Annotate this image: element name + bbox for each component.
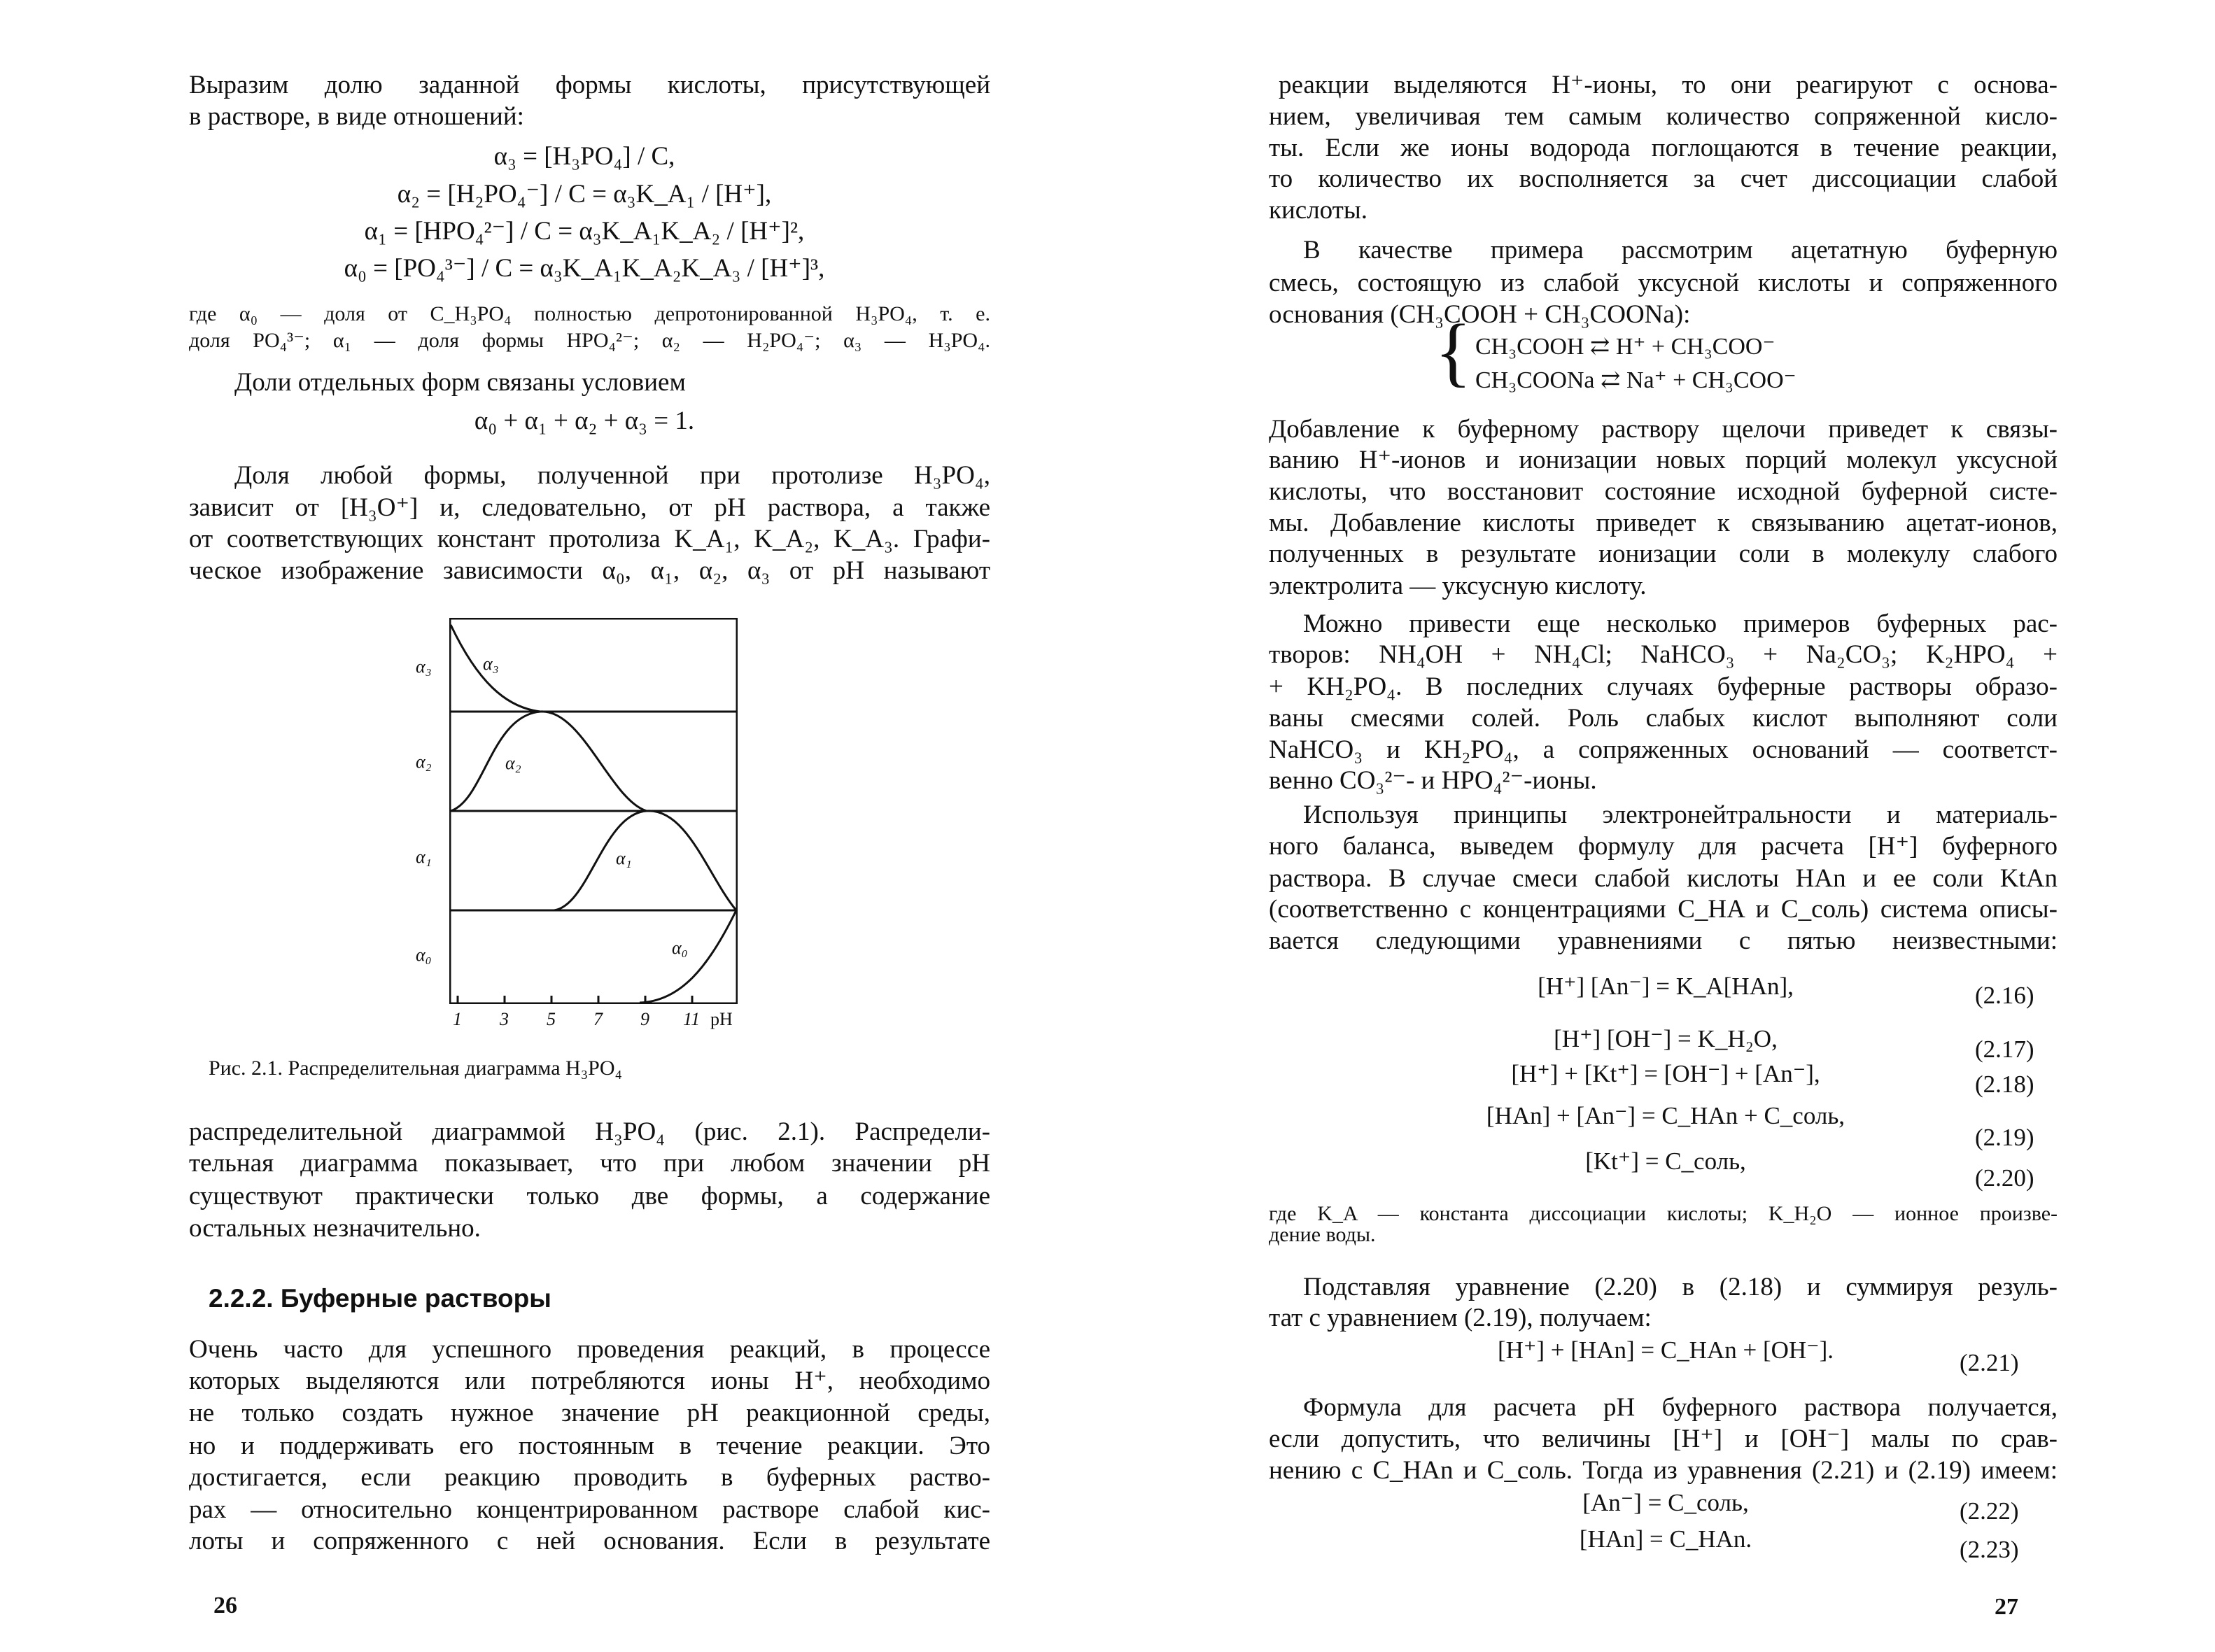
text-line: нению с C_HAn и C_соль. Тогда из уравнения (2.21) и (2.19) имеем: [1269, 1456, 2058, 1485]
row-label: α₂ [416, 751, 432, 772]
text-line: кислоты. [1269, 196, 1367, 225]
text-line: но и поддерживать его постоянным в течение реакции. Это [189, 1432, 990, 1460]
equation-number: (2.16) [1975, 982, 2034, 1009]
text-line: ваны смесями солей. Роль слабых кислот выполняют соли [1269, 704, 2058, 733]
text-line: Используя принципы электронейтральности и материаль- [1303, 800, 2058, 829]
text-line: Доли отдельных форм связаны условием [234, 368, 686, 397]
reaction-equation: CH₃COOH ⇄ H⁺ + CH₃COO⁻ [1475, 334, 1775, 360]
text-line: лоты и сопряженного с ней основания. Если в результате [189, 1527, 990, 1555]
text-line: существуют практически только две формы, а содержание [189, 1182, 990, 1210]
equation-2-20: [Kt⁺] = C_соль, [1585, 1148, 1746, 1175]
equation-2-16: [H⁺] [An⁻] = K_A[HAn], [1538, 973, 1794, 1000]
diagram-plot [449, 618, 738, 1004]
equation-number: (2.17) [1975, 1036, 2034, 1063]
text-line: реакции выделяются H⁺-ионы, то они реагируют с основа- [1279, 71, 2058, 99]
row-label: α₁ [416, 847, 432, 867]
equation-2-23: [HAn] = C_HAn. [1579, 1525, 1752, 1553]
x-axis-unit: pH [710, 1009, 733, 1029]
text-line: рах — относительно концентрированном растворе слабой кис- [189, 1495, 990, 1524]
formula-alpha3: α₃ = [H₃PO₄] / C, [493, 142, 675, 171]
text-line: достигается, если реакцию проводить в буферных раство- [189, 1463, 990, 1492]
text-line: Выразим долю заданной формы кислоты, присутствующей [189, 71, 990, 99]
text-line: раствора. В случае смеси слабой кислоты HAn и ее соли KtAn [1269, 864, 2058, 893]
formula-alpha0: α₀ = [PO₄³⁻] / C = α₃K_A₁K_A₂K_A₃ / [H⁺]³, [344, 254, 825, 283]
text-line: смесь, состоящую из слабой уксусной кислоты и сопряженного [1269, 269, 2058, 297]
equation-2-22: [An⁻] = C_соль, [1582, 1489, 1749, 1516]
text-line: творов: NH₄OH + NH₄Cl; NaHCO₃ + Na₂CO₃; K₂HPO₄ + [1269, 640, 2058, 669]
text-line: + KH₂PO₄. В последних случаях буферные растворы образо- [1269, 672, 2058, 701]
text-line: кислоты, что восстановит состояние исходной буферной систе- [1269, 477, 2058, 506]
curve-label: α₁ [616, 848, 632, 868]
brace: { [1435, 309, 1472, 394]
text-line: Очень часто для успешного проведения реакций, в процессе [189, 1335, 990, 1364]
x-tick-label: 5 [547, 1009, 556, 1029]
x-tick-label: 7 [593, 1009, 603, 1029]
equation-number: (2.22) [1960, 1497, 2019, 1525]
equation-number: (2.23) [1960, 1536, 2019, 1563]
note-line: доля PO₄³⁻; α₁ — доля формы HPO₄²⁻; α₂ — H₂PO₄⁻; α₃ — H₃PO₄. [189, 329, 990, 352]
text-line: Доля любой формы, полученной при протолизе H₃PO₄, [234, 461, 990, 490]
text-line: от соответствующих констант протолиза K_A₁, K_A₂, K_A₃. Графи- [189, 525, 990, 553]
curve-alpha1 [554, 811, 736, 910]
note-line: дение воды. [1269, 1223, 1376, 1246]
equation-number: (2.19) [1975, 1124, 2034, 1151]
curve-alpha2 [451, 712, 647, 811]
text-line: ного баланса, выведем формулу для расчета [H⁺] буферного [1269, 832, 2058, 861]
equation-2-19: [HAn] + [An⁻] = C_HAn + C_соль, [1486, 1102, 1845, 1129]
text-line: NaHCO₃ и KH₂PO₄, а сопряженных оснований — соответст- [1269, 735, 2058, 764]
row-label: α₀ [416, 945, 432, 965]
text-line: электролита — уксусную кислоту. [1269, 572, 1647, 600]
x-tick-label: 3 [500, 1009, 509, 1029]
curve-label: α₂ [505, 753, 521, 773]
text-line: Добавление к буферному раствору щелочи приведет к связы- [1269, 415, 2058, 444]
note-line: где K_A — константа диссоциации кислоты; K_H₂O — ионное произве- [1269, 1202, 2058, 1225]
text-line: Подставляя уравнение (2.20) в (2.18) и суммируя резуль- [1303, 1273, 2058, 1301]
note-line: где α₀ — доля от C_H₃PO₄ полностью депротонированной H₃PO₄, т. е. [189, 302, 990, 325]
text-line: зависит от [H₃O⁺] и, следовательно, от pH раствора, а также [189, 493, 990, 522]
text-line: которых выделяются или потребляются ионы H⁺, необходимо [189, 1367, 990, 1395]
text-line: не только создать нужное значение pH реакционной среды, [189, 1399, 990, 1427]
text-line: (соответственно с концентрациями C_HA и C_соль) система описы- [1269, 895, 2058, 924]
equation-2-18: [H⁺] + [Kt⁺] = [OH⁻] + [An⁻], [1511, 1060, 1820, 1087]
text-line: вается следующими уравнениями с пятью неизвестными: [1269, 926, 2058, 955]
equation-2-21: [H⁺] + [HAn] = C_HAn + [OH⁻]. [1497, 1336, 1834, 1364]
equation-number: (2.21) [1960, 1349, 2019, 1376]
page-number: 27 [1995, 1594, 2018, 1620]
curve-alpha0 [640, 910, 736, 1003]
text-line: если допустить, что величины [H⁺] и [OH⁻] малы по срав- [1269, 1425, 2058, 1453]
text-line: полученных в результате ионизации соли в молекулу слабого [1269, 539, 2058, 568]
section-heading: 2.2.2. Буферные растворы [209, 1284, 551, 1313]
equation-2-17: [H⁺] [OH⁻] = K_H₂O, [1554, 1025, 1778, 1052]
reaction-equation: CH₃COONa ⇄ Na⁺ + CH₃COO⁻ [1475, 367, 1796, 393]
x-tick-label: 1 [453, 1009, 462, 1029]
text-line: венно CO₃²⁻- и HPO₄²⁻-ионы. [1269, 766, 1597, 795]
row-label: α₃ [416, 656, 432, 677]
text-line: ванию H⁺-ионов и ионизации новых порций молекул уксусной [1269, 446, 2058, 474]
x-tick-label: 9 [640, 1009, 649, 1029]
text-line: В качестве примера рассмотрим ацетатную буферную [1303, 236, 2058, 264]
text-line: тельная диаграмма показывает, что при любом значении pH [189, 1149, 990, 1178]
text-line: то количество их восполняется за счет диссоциации слабой [1269, 164, 2058, 193]
curve-label: α₃ [483, 654, 499, 674]
text-line: мы. Добавление кислоты приведет к связыванию ацетат-ионов, [1269, 509, 2058, 537]
equation-number: (2.18) [1975, 1071, 2034, 1098]
curve-label: α₀ [672, 938, 688, 958]
formula-alpha1: α₁ = [HPO₄²⁻] / C = α₃K_A₁K_A₂ / [H⁺]², [364, 217, 805, 246]
text-line: Формула для расчета pH буферного раствора получается, [1303, 1393, 2058, 1422]
equation-number: (2.20) [1975, 1164, 2034, 1192]
text-line: нием, увеличивая тем самым количество сопряженной кисло- [1269, 102, 2058, 131]
formula-alpha2: α₂ = [H₂PO₄⁻] / C = α₃K_A₁ / [H⁺], [397, 180, 772, 209]
text-line: тат с уравнением (2.19), получаем: [1269, 1304, 1652, 1332]
page-number: 26 [213, 1593, 237, 1618]
figure-caption: Рис. 2.1. Распределительная диаграмма H₃PO₄ [209, 1057, 622, 1080]
text-line: Можно привести еще несколько примеров буферных рас- [1303, 609, 2058, 638]
text-line: остальных незначительно. [189, 1214, 481, 1243]
text-line: в растворе, в виде отношений: [189, 102, 524, 131]
text-line: распределительной диаграммой H₃PO₄ (рис. 2.1). Распредели- [189, 1117, 990, 1146]
x-tick-label: 11 [683, 1009, 701, 1029]
text-line: основания (CH₃COOH + CH₃COONa): [1269, 300, 1691, 329]
text-line: ческое изображение зависимости α₀, α₁, α₂, α₃ от pH называют [189, 556, 990, 585]
text-line: ты. Если же ионы водорода поглощаются в течение реакции, [1269, 134, 2058, 162]
formula-sum: α₀ + α₁ + α₂ + α₃ = 1. [474, 407, 695, 435]
